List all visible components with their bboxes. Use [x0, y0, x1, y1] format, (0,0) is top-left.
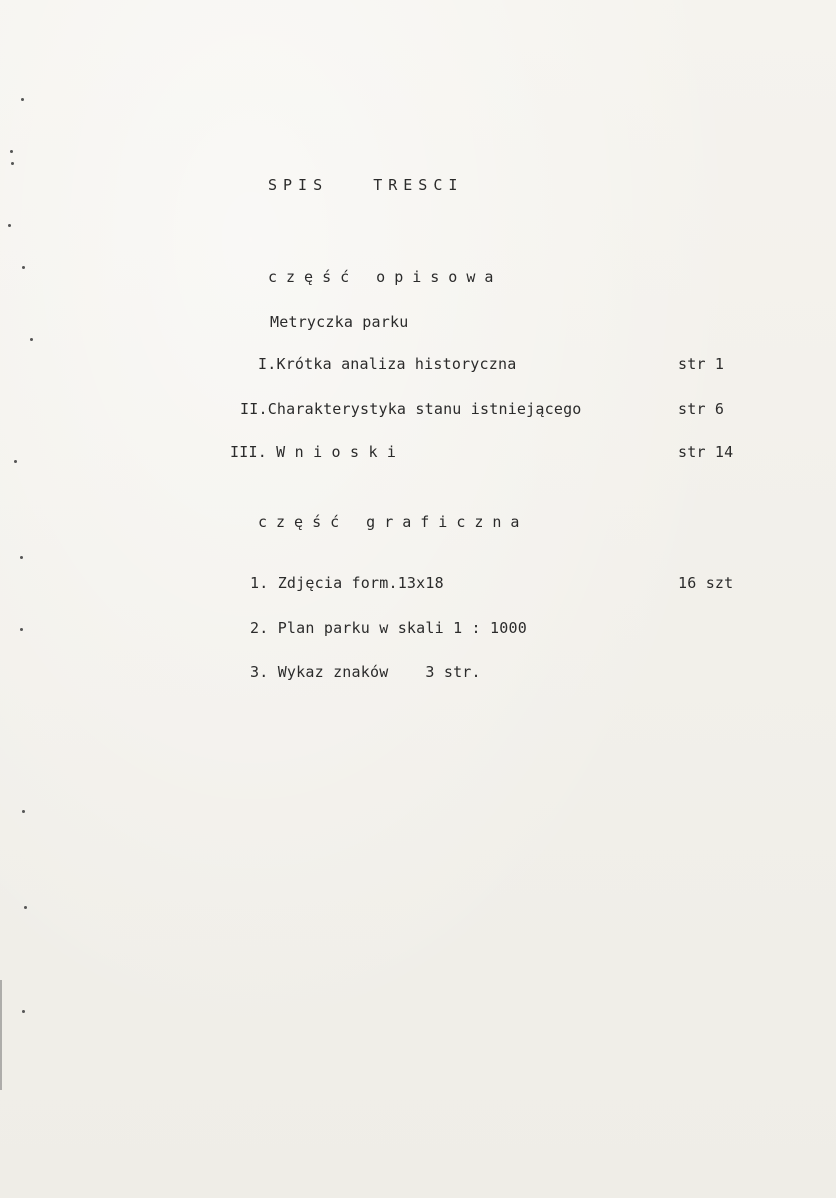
margin-mark [8, 224, 11, 227]
toc-entry-page: str 1 [678, 355, 725, 373]
margin-mark [24, 906, 27, 909]
toc-entry-page: 16 szt [678, 574, 734, 592]
margin-mark [30, 338, 33, 341]
intro-line: Metryczka parku [270, 313, 409, 331]
margin-mark [10, 150, 13, 153]
margin-mark [22, 266, 25, 269]
section-heading-descriptive: część opisowa [268, 268, 503, 286]
margin-mark [20, 628, 23, 631]
page-title: SPIS TRESCI [268, 176, 464, 194]
margin-mark [20, 556, 23, 559]
section-heading-graphic: część graficzna [258, 513, 529, 531]
toc-entry-label: III. W n i o s k i [230, 443, 397, 461]
toc-entry-page: str 14 [678, 443, 734, 461]
toc-entry-label: 3. Wykaz znaków 3 str. [250, 663, 481, 681]
margin-mark [14, 460, 17, 463]
margin-mark [22, 810, 25, 813]
toc-entry-label: I.Krótka analiza historyczna [258, 355, 517, 373]
page-edge-shadow [0, 980, 2, 1090]
margin-mark [22, 1010, 25, 1013]
margin-mark [11, 162, 14, 165]
toc-entry-label: 1. Zdjęcia form.13x18 [250, 574, 444, 592]
margin-mark [21, 98, 24, 101]
toc-entry-page: str 6 [678, 400, 725, 418]
toc-entry-label: II.Charakterystyka stanu istniejącego [240, 400, 582, 418]
toc-entry-label: 2. Plan parku w skali 1 : 1000 [250, 619, 527, 637]
